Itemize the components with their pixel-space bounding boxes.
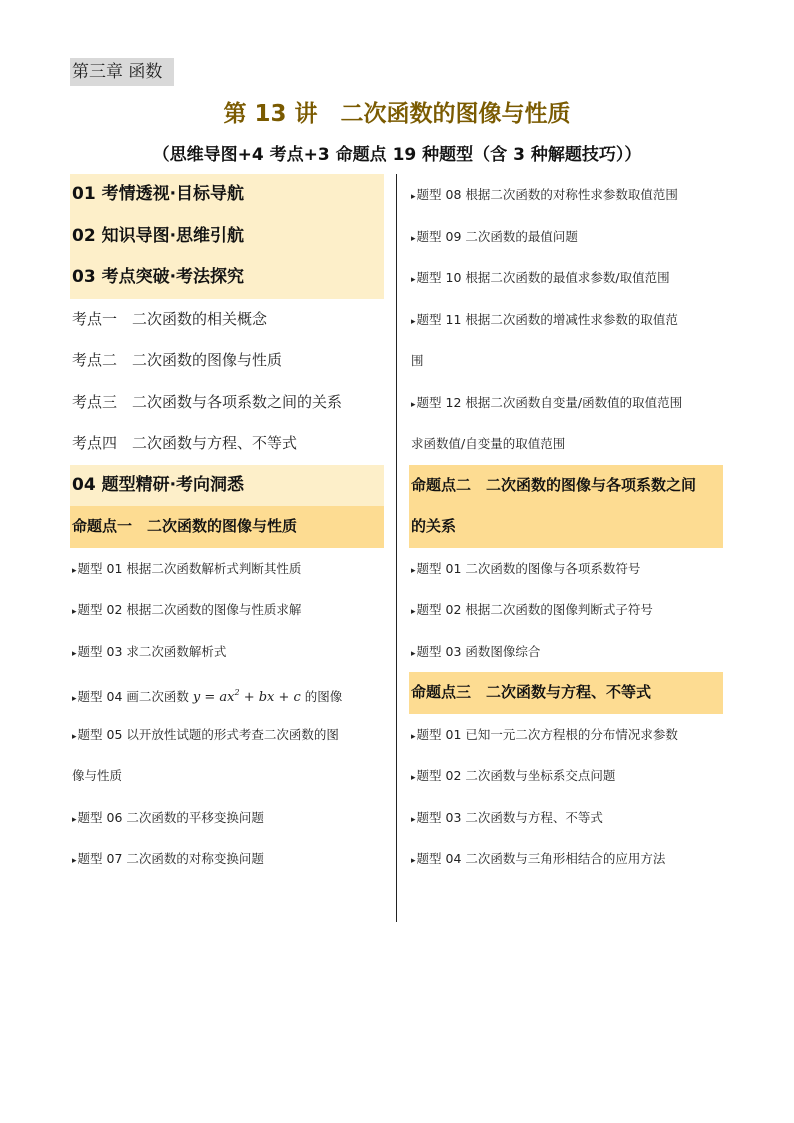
- tixing-item[interactable]: ▸题型 06 二次函数的平移变换问题: [72, 809, 264, 825]
- page-title: 第 13 讲 二次函数的图像与性质: [223, 101, 571, 127]
- right-column: [409, 174, 723, 880]
- tixing-item[interactable]: ▸题型 05 以开放性试题的形式考查二次函数的图: [72, 726, 339, 742]
- tixing-item-cont: 求函数值/自变量的取值范围: [411, 436, 566, 451]
- mingti-2[interactable]: 命题点二 二次函数的图像与各项系数之间: [409, 465, 723, 507]
- arrow-icon: ▸: [411, 233, 416, 244]
- tixing-item[interactable]: ▸题型 02 根据二次函数的图像与性质求解: [72, 602, 302, 617]
- arrow-icon: ▸: [72, 856, 77, 866]
- arrow-icon: ▸: [72, 731, 77, 742]
- tixing-item[interactable]: ▸题型 09 二次函数的最值问题: [411, 228, 578, 244]
- kaodian-2[interactable]: 考点二 二次函数的图像与性质: [72, 351, 283, 369]
- toc-section-4[interactable]: 04 题型精研·考向洞悉: [70, 465, 384, 507]
- toc-section-3[interactable]: 03 考点突破·考法探究: [70, 257, 384, 299]
- tixing-item[interactable]: ▸题型 02 根据二次函数的图像判断式子符号: [411, 602, 653, 617]
- tixing-item[interactable]: ▸题型 01 根据二次函数解析式判断其性质: [72, 560, 302, 576]
- arrow-icon: ▸: [72, 694, 77, 704]
- chapter-tag: 第三章 函数: [70, 58, 174, 86]
- tixing-item[interactable]: ▸题型 11 根据二次函数的增减性求参数的取值范: [411, 311, 678, 327]
- kaodian-3[interactable]: 考点三 二次函数与各项系数之间的关系: [72, 392, 343, 411]
- tixing-item[interactable]: ▸题型 10 根据二次函数的最值求参数/取值范围: [411, 270, 670, 285]
- toc-section-2[interactable]: 02 知识导图·思维引航: [70, 216, 384, 258]
- toc-section-1[interactable]: 01 考情透视·目标导航: [70, 174, 384, 216]
- arrow-icon: ▸: [411, 192, 416, 202]
- quadratic-formula: $y = ax^2$ + bx + c: [192, 688, 301, 705]
- arrow-icon: ▸: [411, 316, 416, 327]
- mingti-1[interactable]: 命题点一 二次函数的图像与性质: [70, 506, 384, 548]
- tixing-item[interactable]: ▸题型 04 画二次函数 $y = ax^2$ + bx + c 的图像: [72, 688, 343, 705]
- tixing-item[interactable]: ▸题型 03 二次函数与方程、不等式: [411, 809, 603, 825]
- arrow-icon: ▸: [411, 856, 416, 866]
- left-column: [70, 174, 384, 880]
- arrow-icon: ▸: [72, 814, 77, 825]
- tixing-item-cont: 围: [411, 353, 424, 368]
- arrow-icon: ▸: [411, 773, 416, 783]
- tixing-item[interactable]: ▸题型 07 二次函数的对称变换问题: [72, 851, 264, 866]
- arrow-icon: ▸: [411, 565, 416, 576]
- tixing-item[interactable]: ▸题型 08 根据二次函数的对称性求参数取值范围: [411, 187, 678, 202]
- tixing-item[interactable]: ▸题型 01 二次函数的图像与各项系数符号: [411, 560, 641, 576]
- column-divider: [396, 174, 397, 922]
- arrow-icon: ▸: [411, 731, 416, 742]
- mingti-3[interactable]: 命题点三 二次函数与方程、不等式: [409, 672, 723, 714]
- arrow-icon: ▸: [72, 648, 77, 659]
- kaodian-4[interactable]: 考点四 二次函数与方程、不等式: [72, 434, 298, 452]
- tixing-item[interactable]: ▸题型 03 求二次函数解析式: [72, 643, 227, 659]
- page-subtitle: （思维导图+4 考点+3 命题点 19 种题型（含 3 种解题技巧））: [152, 145, 642, 165]
- arrow-icon: ▸: [411, 648, 416, 659]
- arrow-icon: ▸: [411, 275, 416, 285]
- tixing-item-cont: 像与性质: [72, 768, 123, 783]
- tixing-item[interactable]: ▸题型 04 二次函数与三角形相结合的应用方法: [411, 851, 666, 866]
- kaodian-1[interactable]: 考点一 二次函数的相关概念: [72, 309, 268, 328]
- tixing-item[interactable]: ▸题型 01 已知一元二次方程根的分布情况求参数: [411, 726, 678, 742]
- arrow-icon: ▸: [411, 399, 416, 410]
- arrow-icon: ▸: [411, 814, 416, 825]
- tixing-item[interactable]: ▸题型 03 函数图像综合: [411, 643, 541, 659]
- arrow-icon: ▸: [72, 565, 77, 576]
- arrow-icon: ▸: [411, 607, 416, 617]
- tixing-item[interactable]: ▸题型 12 根据二次函数自变量/函数值的取值范围: [411, 394, 683, 410]
- tixing-item[interactable]: ▸题型 02 二次函数与坐标系交点问题: [411, 768, 616, 783]
- arrow-icon: ▸: [72, 607, 77, 617]
- mingti-2-cont: 的关系: [409, 506, 723, 548]
